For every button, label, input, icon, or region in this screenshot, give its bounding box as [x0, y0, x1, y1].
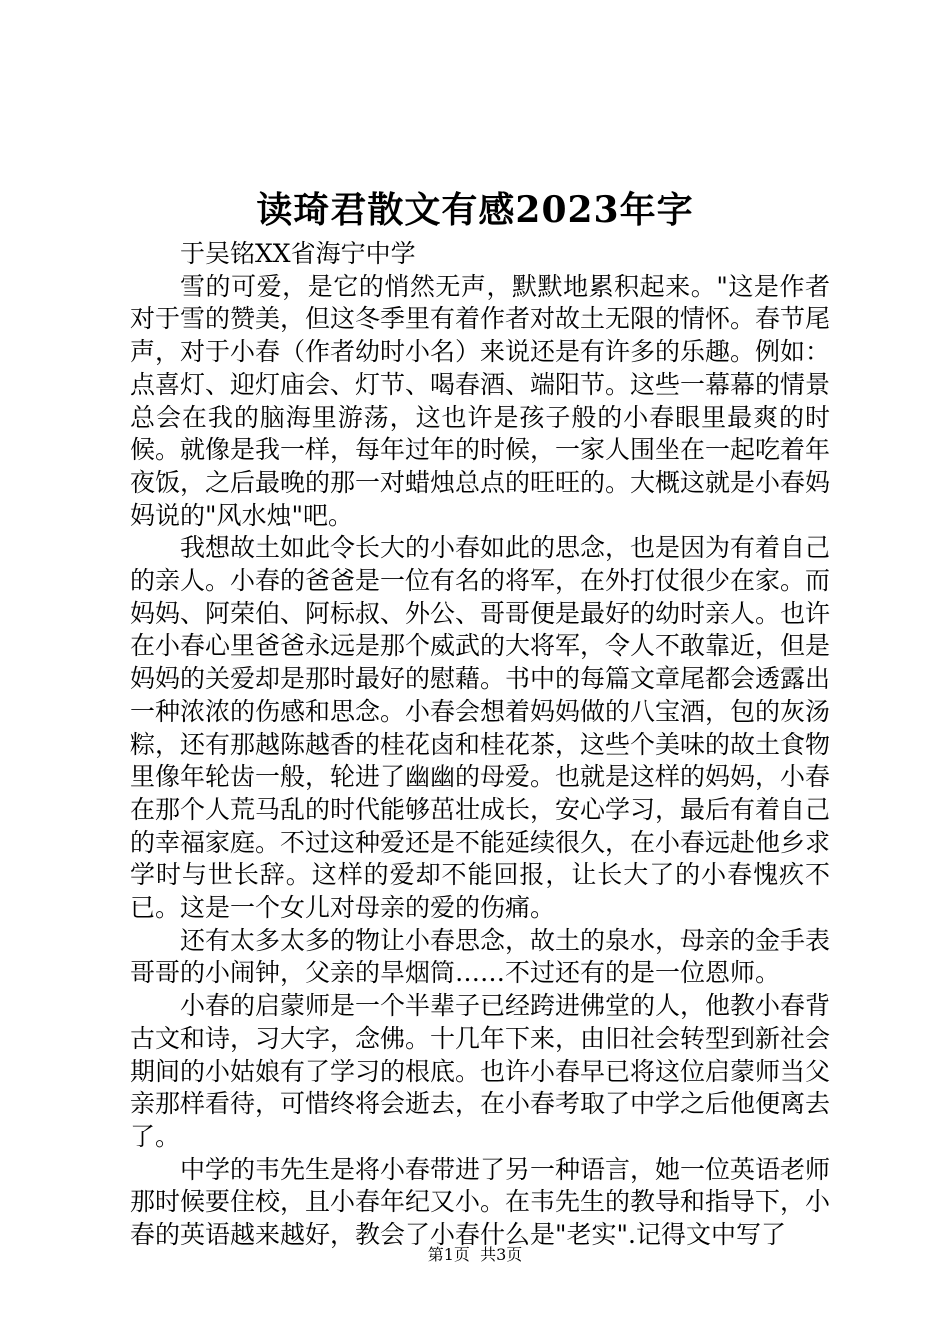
- document-title: 读琦君散文有感2023年字: [256, 189, 694, 231]
- paragraph: 小春的启蒙师是一个半辈子已经跨进佛堂的人，他教小春背古文和诗，习大字，念佛。十几年下来，由旧社会转型到新社会期间的小姑娘有了学习的根底。也许小春早已将这位启蒙师当父亲那样看待，可惜终将会逝去，在小春考取了中学之后他便离去了。: [130, 991, 831, 1151]
- document-body: [130, 238, 830, 1252]
- paragraph: 雪的可爱，是它的悄然无声，默默地累积起来。"这是作者对于雪的赞美，但这冬季里有着作者对故土无限的情怀。春节尾声，对于小春（作者幼时小名）来说还是有许多的乐趣。例如：点喜灯、迎灯庙会、灯节、喝春酒、端阳节。这些一幕幕的情景总会在我的脑海里游荡，这也许是孩子般的小春眼里最爽的时候。就像是我一样，每年过年的时候，一家人围坐在一起吃着年夜饭，之后最晚的那一对蜡烛总点的旺旺的。大概这就是小春妈妈说的"风水烛"吧。: [130, 271, 831, 530]
- paragraph: 还有太多太多的物让小春思念，故土的泉水，母亲的金手表哥哥的小闹钟，父亲的旱烟筒……不过还有的是一位恩师。: [130, 925, 831, 988]
- paragraph: 我想故土如此令长大的小春如此的思念，也是因为有着自己的亲人。小春的爸爸是一位有名的将军，在外打仗很少在家。而妈妈、阿荣伯、阿标叔、外公、哥哥便是最好的幼时亲人。也许在小春心里爸爸永远是那个威武的大将军，令人不敢靠近，但是妈妈的关爱却是那时最好的慰藉。书中的每篇文章尾都会透露出一种浓浓的伤感和思念。小春会想着妈妈做的八宝酒，包的灰汤粽，还有那越陈越香的桂花卤和桂花茶，这些个美味的故土食物里像年轮齿一般，轮进了幽幽的母爱。也就是这样的妈妈，小春在那个人荒马乱的时代能够茁壮成长，安心学习，最后有着自己的幸福家庭。不过这种爱还是不能延续很久，在小春远赴他乡求学时与世长辞。这样的爱却不能回报，让长大了的小春愧疚不已。这是一个女儿对母亲的爱的伤痛。: [130, 533, 831, 923]
- page-total: 共3页: [480, 1245, 523, 1264]
- page-footer: [0, 1245, 950, 1265]
- page-number: 第1页: [427, 1245, 470, 1264]
- paragraph: 中学的韦先生是将小春带进了另一种语言，她一位英语老师那时候要住校，且小春年纪又小。在韦先生的教导和指导下，小春的英语越来越好，教会了小春什么是"老实".记得文中写了: [130, 1154, 831, 1250]
- author-line: 于吴铭XX省海宁中学: [180, 239, 416, 268]
